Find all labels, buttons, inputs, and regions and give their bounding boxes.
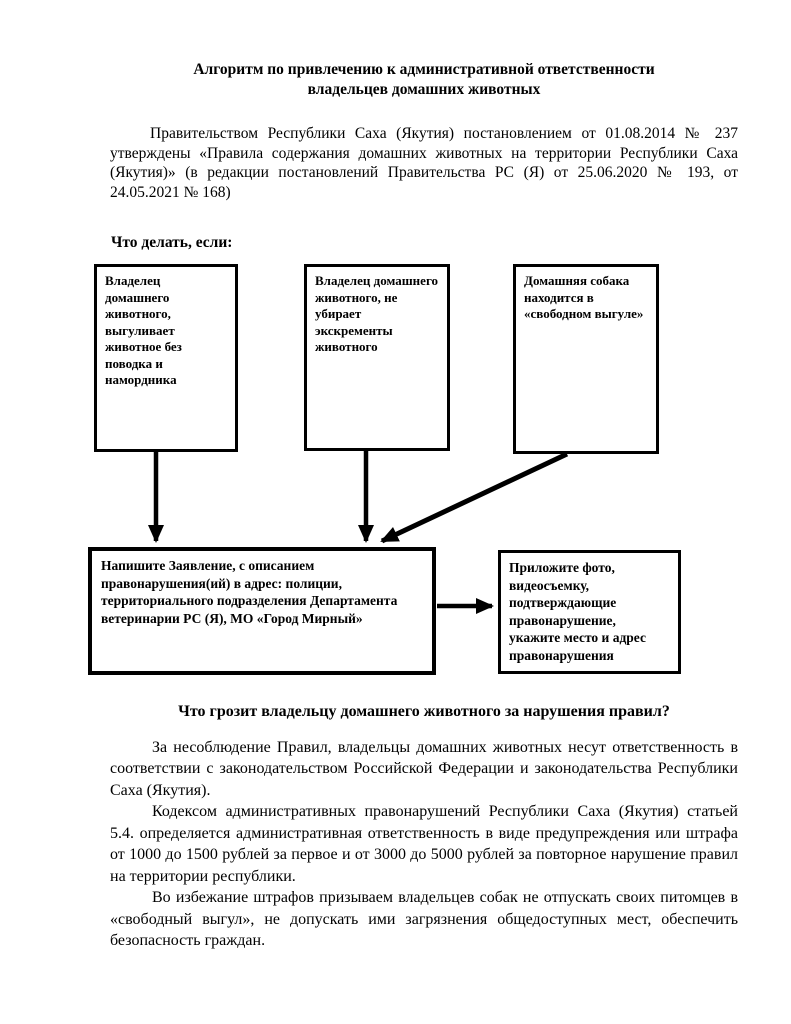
penalty-paragraph-2: Кодексом административных правонарушений Республики Саха (Якутия) статьей 5.4. определяется административная ответственность в виде предупреждения или штрафа от 1000 до 1500 рублей за первое и от 3000 до 5000 рублей за повторное нарушение правил на территории республики.: [110, 803, 738, 885]
flowchart-condition-box-free-roam: Домашняя собака находится в «свободном выгуле»: [513, 264, 659, 454]
document-title-line-2: владельцев домашних животных: [307, 80, 541, 98]
flowchart-action-box-write-statement: Напишите Заявление, с описанием правонарушения(ий) в адрес: полиции, территориального подразделения Департамента ветеринарии РС (Я), МО «Город Мирный»: [88, 547, 436, 675]
document-title: [110, 60, 738, 99]
flowchart-attachment-box-photo-video: Приложите фото, видеосъемку, подтверждающие правонарушение, укажите место и адрес правонарушения: [498, 550, 681, 674]
document-title-line-1: Алгоритм по привлечению к административной ответственности: [193, 61, 655, 78]
intro-paragraph: Правительством Республики Саха (Якутия) постановлением от 01.08.2014 № 237 утверждены «Правила содержания домашних животных на территории Республики Саха (Якутия)» (в редакции постановлений Правительства РС (Я) от 25.06.2020 № 193, от 24.05.2021 № 168): [110, 125, 738, 201]
penalty-section: [110, 701, 738, 952]
penalty-paragraph-3: Во избежание штрафов призываем владельцев собак не отпускать своих питомцев в «свободный выгул», не допускать ими загрязнения общедоступных мест, обеспечить безопасность граждан.: [110, 889, 738, 949]
penalty-paragraph-1: За несоблюдение Правил, владельцы домашних животных несут ответственность в соответствии с законодательством Российской Федерации и законодательства Республики Саха (Якутия).: [110, 738, 738, 799]
flowchart-condition-box-no-leash: Владелец домашнего животного, выгуливает животное без поводка и намордника: [94, 264, 238, 452]
section-heading-what-to-do: Что делать, если:: [111, 234, 233, 251]
section-heading-penalty: Что грозит владельцу домашнего животного за нарушения правил?: [178, 703, 670, 720]
flowchart-condition-box-excrement: Владелец домашнего животного, не убирает экскременты животного: [304, 264, 450, 451]
arrow-condition3-to-action-icon: [382, 454, 567, 541]
